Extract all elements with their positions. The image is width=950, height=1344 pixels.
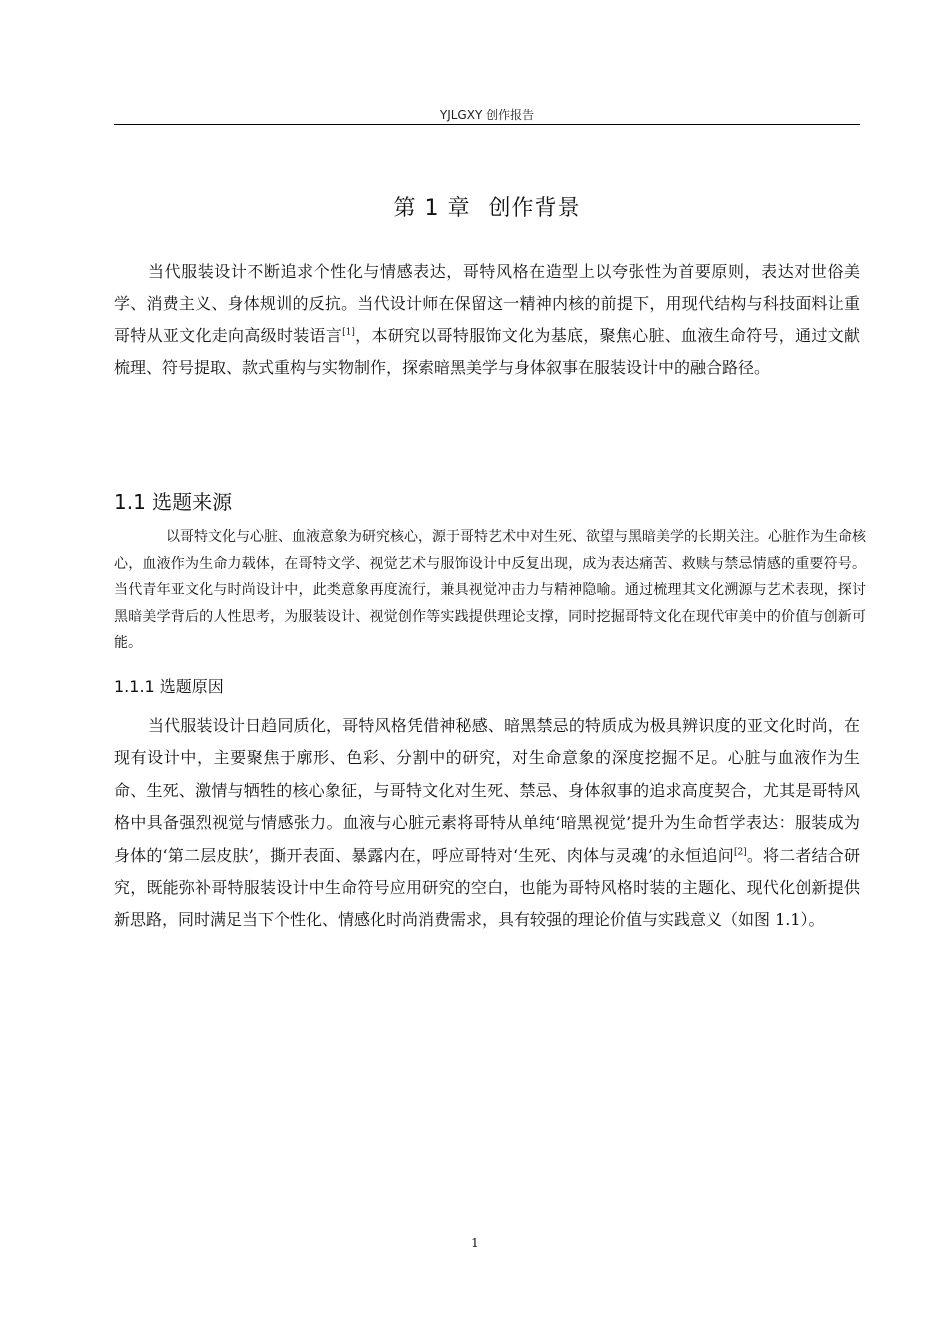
page-number: 1 [471,1236,479,1250]
chapter-title [114,191,860,222]
citation-ref-2: [2] [733,847,747,858]
reason-text-1: 当代服装设计日趋同质化，哥特风格凭借神秘感、暗黑禁忌的特质成为极具辨识度的亚文化时尚，在现有设计中，主要聚焦于廓形、色彩、分割中的研究，对生命意象的深度挖掘不足。心脏与血液作为生命、生死、激情与牺牲的核心象征，与哥特文化对生死、禁忌、身体叙事的追求高度契合，尤其是哥特风格中具备强烈视觉与情感张力。血液与心脏元素将哥特从单纯‘暗黑视觉’提升为生命哲学表达：服装成为身体的‘第二层皮肤’，撕开表面、暴露内在，呼应哥特对‘生死、肉体与灵魂’的永恒追问 [114,716,860,865]
intro-text-2: ，本研究以哥特服饰文化为基底，聚焦心脏、血液生命符号，通过文献梳理、符号提取、款式重构与实物制作，探索暗黑美学与身体叙事在服装设计中的融合路径。 [114,326,860,377]
reason-text-2: 。将二者结合研究，既能弥补哥特服装设计中生命符号应用研究的空白，也能为哥特风格时装的主题化、现代化创新提供新思路，同时满足当下个性化、情感化时尚消费需求，具有较强的理论价值与实践意义（如图 1.1）。 [114,845,860,930]
chapter-name: 创作背景 [488,196,581,221]
running-header: YJLGXY 创作报告 [439,108,535,122]
citation-ref-1: [1] [342,327,355,338]
subsection-heading-1-1-1: 1.1.1 选题原因 [114,677,224,696]
section-1-1-paragraph: 以哥特文化与心脏、血液意象为研究核心，源于哥特艺术中对生死、欲望与黑暗美学的长期关注。心脏作为生命核心，血液作为生命力载体，在哥特文学、视觉艺术与服饰设计中反复出现，成为表达痛苦、救赎与禁忌情感的重要符号。当代青年亚文化与时尚设计中，此类意象再度流行，兼具视觉冲击力与精神隐喻。通过梳理其文化溯源与艺术表现，探讨黑暗美学背后的人性思考，为服装设计、视觉创作等实践提供理论支撑，同时挖掘哥特文化在现代审美中的价值与创新可能。 [114,529,866,651]
header-rule [114,124,860,125]
intro-paragraph [114,256,860,384]
section-heading-1-1: 1.1 选题来源 [114,490,233,514]
chapter-number: 第 1 章 [393,196,471,221]
reason-paragraph [114,710,860,937]
intro-text-1: 当代服装设计不断追求个性化与情感表达，哥特风格在造型上以夸张性为首要原则，表达对世俗美学、消费主义、身体规训的反抗。当代设计师在保留这一精神内核的前提下，用现代结构与科技面料让重哥特从亚文化走向高级时装语言 [114,262,860,345]
